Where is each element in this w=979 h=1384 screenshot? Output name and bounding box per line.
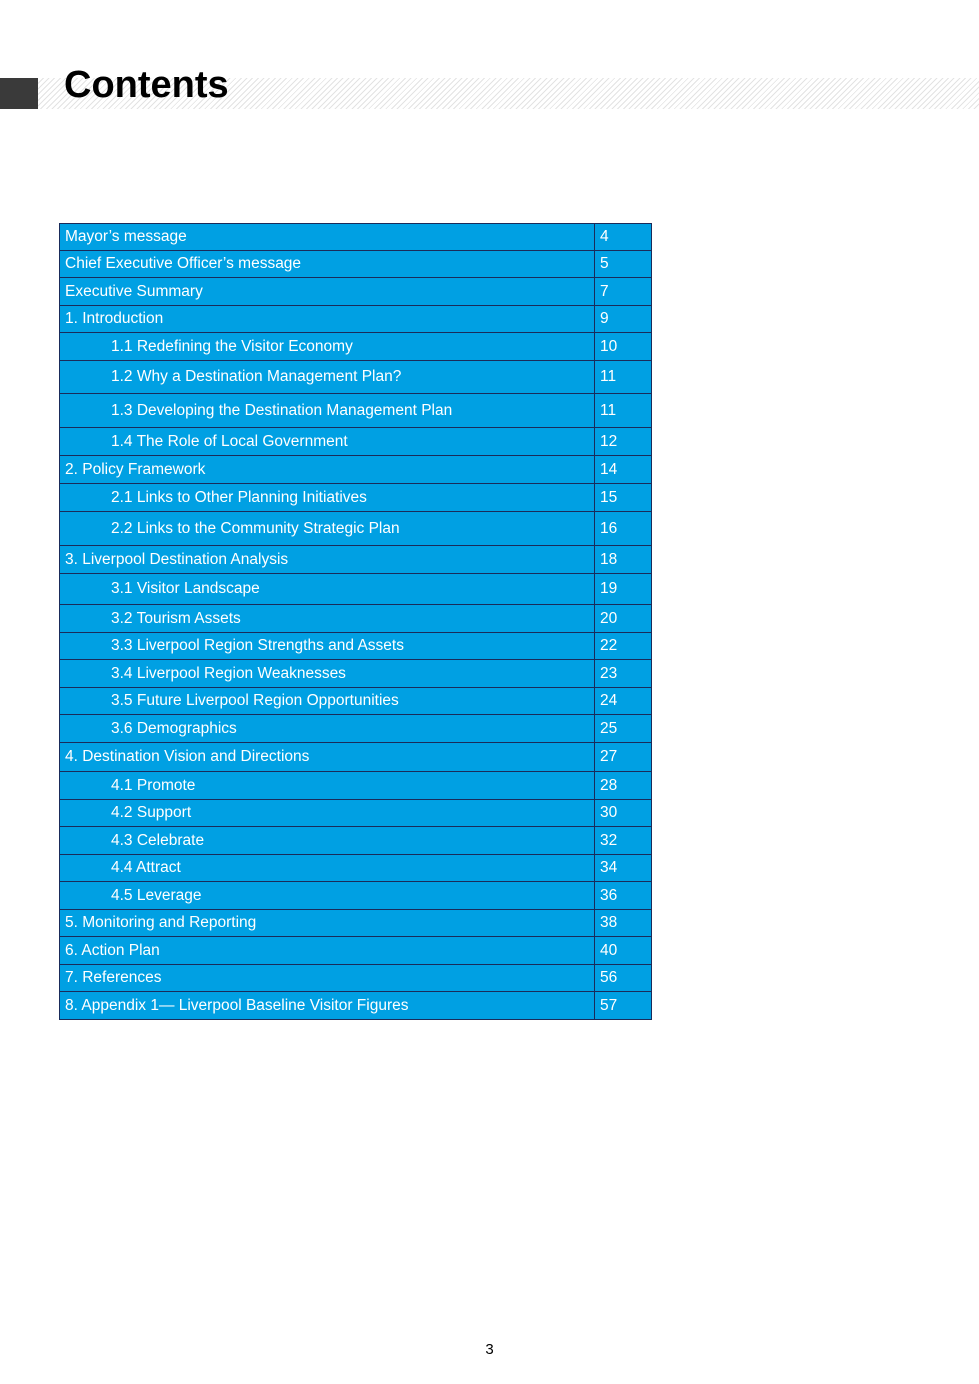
toc-entry-page: 4 [595,224,652,251]
toc-entry-page: 30 [595,800,652,827]
toc-row[interactable] [60,278,652,306]
toc-row[interactable] [60,512,652,546]
toc-entry-label[interactable]: 3.4 Liverpool Region Weaknesses [60,660,595,688]
toc-entry-page: 40 [595,937,652,965]
toc-entry-label[interactable]: 4.3 Celebrate [60,827,595,855]
toc-entry-label[interactable]: 3.1 Visitor Landscape [60,574,595,605]
toc-entry-page: 28 [595,772,652,800]
toc-entry-page: 57 [595,992,652,1020]
toc-entry-label[interactable]: 6. Action Plan [60,937,595,965]
toc-row[interactable] [60,965,652,992]
toc-entry-page: 24 [595,688,652,715]
toc-entry-page: 56 [595,965,652,992]
header-accent-block [0,78,38,109]
toc-entry-page: 7 [595,278,652,306]
toc-row[interactable] [60,306,652,333]
toc-entry-page: 11 [595,361,652,394]
toc-row[interactable] [60,428,652,456]
toc-entry-label[interactable]: 2. Policy Framework [60,456,595,484]
toc-entry-page: 27 [595,743,652,772]
toc-entry-page: 32 [595,827,652,855]
toc-row[interactable] [60,855,652,882]
toc-entry-page: 16 [595,512,652,546]
toc-entry-label[interactable]: 1.2 Why a Destination Management Plan? [60,361,595,394]
toc-entry-label[interactable]: 4. Destination Vision and Directions [60,743,595,772]
toc-entry-page: 14 [595,456,652,484]
toc-row[interactable] [60,937,652,965]
toc-entry-page: 19 [595,574,652,605]
toc-entry-label[interactable]: 2.2 Links to the Community Strategic Plan [60,512,595,546]
page-number: 3 [485,1341,494,1358]
toc-row[interactable] [60,574,652,605]
toc-entry-page: 22 [595,633,652,660]
toc-row[interactable] [60,827,652,855]
toc-entry-label[interactable]: 3.5 Future Liverpool Region Opportunities [60,688,595,715]
page-title: Contents [64,64,229,106]
toc-entry-label[interactable]: 3.2 Tourism Assets [60,605,595,633]
toc-entry-label[interactable]: 7. References [60,965,595,992]
toc-entry-label[interactable]: 4.1 Promote [60,772,595,800]
toc-entry-page: 36 [595,882,652,910]
toc-entry-page: 10 [595,333,652,361]
toc-row[interactable] [60,394,652,428]
toc-row[interactable] [60,800,652,827]
toc-entry-label[interactable]: 4.2 Support [60,800,595,827]
toc-entry-page: 15 [595,484,652,512]
toc-entry-page: 9 [595,306,652,333]
toc-row[interactable] [60,660,652,688]
toc-entry-label[interactable]: 5. Monitoring and Reporting [60,910,595,937]
toc-entry-page: 20 [595,605,652,633]
toc-entry-page: 25 [595,715,652,743]
toc-row[interactable] [60,633,652,660]
toc-entry-page: 11 [595,394,652,428]
toc-row[interactable] [60,688,652,715]
toc-entry-label[interactable]: 3. Liverpool Destination Analysis [60,546,595,574]
toc-row[interactable] [60,605,652,633]
toc-entry-label[interactable]: 2.1 Links to Other Planning Initiatives [60,484,595,512]
toc-row[interactable] [60,992,652,1020]
toc-entry-label[interactable]: 4.4 Attract [60,855,595,882]
toc-entry-label[interactable]: 1.3 Developing the Destination Management Plan [60,394,595,428]
toc-row[interactable] [60,546,652,574]
toc-row[interactable] [60,882,652,910]
toc-entry-page: 5 [595,251,652,278]
toc-row[interactable] [60,333,652,361]
toc-row[interactable] [60,456,652,484]
toc-entry-label[interactable]: 8. Appendix 1— Liverpool Baseline Visitor Figures [60,992,595,1020]
toc-row[interactable] [60,772,652,800]
toc-row[interactable] [60,361,652,394]
toc-entry-page: 18 [595,546,652,574]
toc-entry-page: 12 [595,428,652,456]
toc-entry-label[interactable]: 4.5 Leverage [60,882,595,910]
toc-entry-label[interactable]: 1.4 The Role of Local Government [60,428,595,456]
toc-entry-label[interactable]: 1. Introduction [60,306,595,333]
toc-entry-page: 38 [595,910,652,937]
toc-entry-label[interactable]: Mayor’s message [60,224,595,251]
toc-entry-label[interactable]: 1.1 Redefining the Visitor Economy [60,333,595,361]
toc-entry-label[interactable]: Executive Summary [60,278,595,306]
toc-row[interactable] [60,224,652,251]
toc-entry-label[interactable]: 3.6 Demographics [60,715,595,743]
toc-row[interactable] [60,910,652,937]
contents-table [59,223,652,1020]
toc-entry-label[interactable]: 3.3 Liverpool Region Strengths and Assets [60,633,595,660]
toc-entry-label[interactable]: Chief Executive Officer’s message [60,251,595,278]
toc-row[interactable] [60,743,652,772]
toc-row[interactable] [60,715,652,743]
toc-entry-page: 23 [595,660,652,688]
toc-row[interactable] [60,484,652,512]
toc-row[interactable] [60,251,652,278]
toc-entry-page: 34 [595,855,652,882]
